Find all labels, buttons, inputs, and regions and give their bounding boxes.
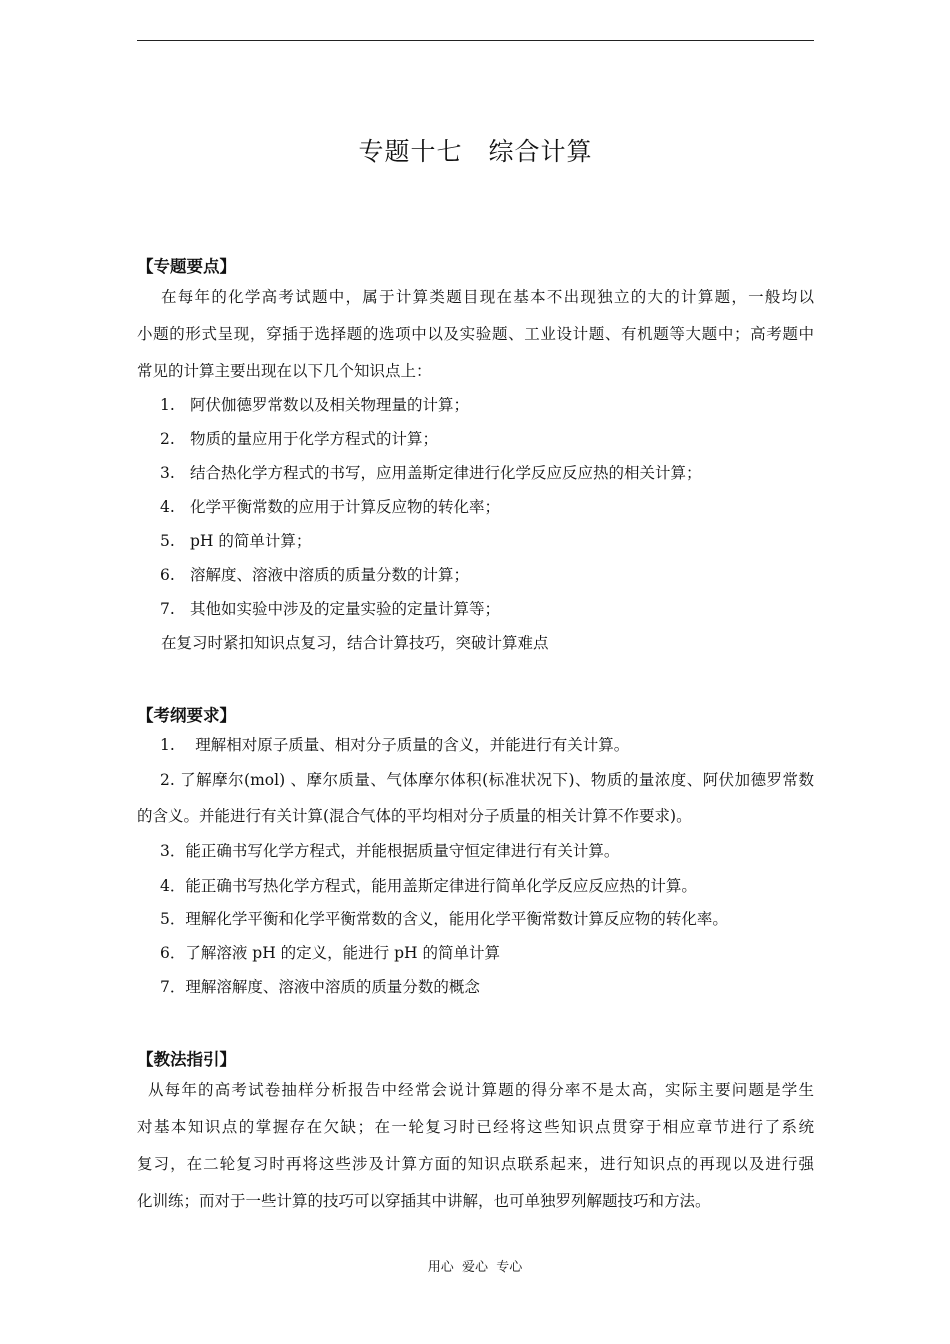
requirement-line-7: 6．了解溶液 pH 的定义，能进行 pH 的简单计算 [160, 944, 500, 962]
points-intro-line-1: 在每年的化学高考试题中，属于计算类题目现在基本不出现独立的大的计算题，一般均以 [161, 288, 814, 306]
list-number: 5. [160, 532, 175, 550]
list-text: 溶解度、溶液中溶质的质量分数的计算； [190, 566, 470, 584]
list-text: pH 的简单计算； [190, 532, 312, 550]
list-item [160, 463, 702, 483]
list-text: 物质的量应用于化学方程式的计算； [190, 430, 439, 448]
header-rule [137, 40, 814, 41]
list-text: 其他如实验中涉及的定量实验的定量计算等； [190, 600, 501, 618]
list-item [160, 565, 469, 585]
list-item [160, 429, 438, 449]
points-intro-line-2: 小题的形式呈现，穿插于选择题的选项中以及实验题、工业设计题、有机题等大题中；高考题中 [137, 325, 814, 343]
requirement-line-2: 2. 了解摩尔(mol) 、摩尔质量、气体摩尔体积(标准状况下)、物质的量浓度、阿伏加德罗常数 [160, 771, 814, 789]
requirement-line-3: 的含义。并能进行有关计算(混合气体的平均相对分子质量的相关计算不作要求)。 [137, 807, 692, 825]
list-item [160, 395, 469, 415]
list-item [160, 531, 311, 551]
points-closing: 在复习时紧扣知识点复习，结合计算技巧，突破计算难点 [161, 634, 549, 652]
guidance-line-3: 复习，在二轮复习时再将这些涉及计算方面的知识点联系起来，进行知识点的再现以及进行强 [137, 1155, 814, 1173]
list-number: 7. [160, 600, 175, 618]
list-number: 4. [160, 498, 175, 516]
guidance-line-1: 从每年的高考试卷抽样分析报告中经常会说计算题的得分率不是太高，实际主要问题是学生 [148, 1081, 814, 1099]
section-heading-requirements: 【考纲要求】 [137, 706, 236, 725]
list-number: 2. [160, 430, 175, 448]
list-text: 化学平衡常数的应用于计算反应物的转化率； [190, 498, 501, 516]
guidance-line-2: 对基本知识点的掌握存在欠缺；在一轮复习时已经将这些知识点贯穿于相应章节进行了系统 [137, 1118, 814, 1136]
section-heading-guidance: 【教法指引】 [137, 1050, 236, 1069]
points-intro-line-3: 常见的计算主要出现在以下几个知识点上： [137, 362, 432, 380]
list-text: 结合热化学方程式的书写，应用盖斯定律进行化学反应反应热的相关计算； [190, 464, 702, 482]
section-heading-points: 【专题要点】 [137, 257, 236, 276]
requirement-line-8: 7．理解溶解度、溶液中溶质的质量分数的概念 [160, 978, 480, 996]
list-text: 阿伏伽德罗常数以及相关物理量的计算； [190, 396, 470, 414]
list-item [160, 599, 500, 619]
requirement-line-5: 4．能正确书写热化学方程式，能用盖斯定律进行简单化学反应反应热的计算。 [160, 877, 697, 895]
requirement-line-6: 5．理解化学平衡和化学平衡常数的含义，能用化学平衡常数计算反应物的转化率。 [160, 910, 728, 928]
guidance-line-4: 化训练；而对于一些计算的技巧可以穿插其中讲解，也可单独罗列解题技巧和方法。 [137, 1192, 711, 1210]
page-footer: 用心 爱心 专心 [427, 1260, 523, 1275]
page-title: 专题十七 综合计算 [358, 137, 593, 166]
list-item [160, 497, 500, 517]
requirement-line-1: 1. 理解相对原子质量、相对分子质量的含义，并能进行有关计算。 [160, 736, 630, 754]
list-number: 3. [160, 464, 175, 482]
list-number: 1. [160, 396, 175, 414]
requirement-line-4: 3．能正确书写化学方程式，并能根据质量守恒定律进行有关计算。 [160, 842, 620, 860]
list-number: 6. [160, 566, 175, 584]
